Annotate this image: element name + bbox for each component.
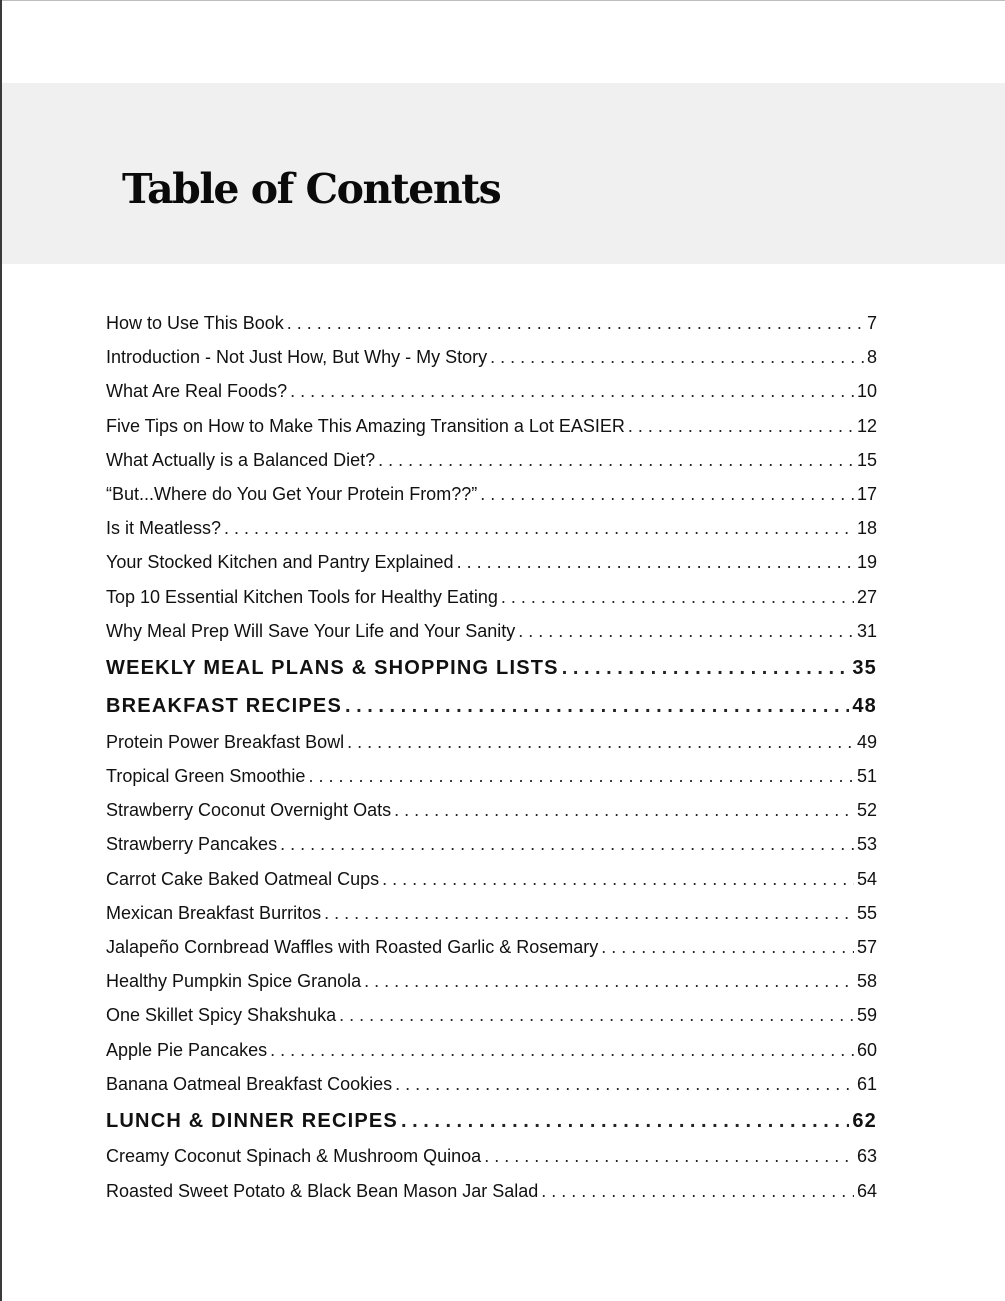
toc-dot-leader xyxy=(382,862,854,896)
toc-page-number: 51 xyxy=(856,766,877,787)
toc-section-heading[interactable] xyxy=(106,1101,877,1140)
toc-dot-leader xyxy=(287,306,864,340)
toc-entry[interactable] xyxy=(106,306,877,340)
toc-entry-title: BREAKFAST RECIPES xyxy=(106,695,342,718)
toc-page-number: 35 xyxy=(852,656,877,679)
toc-page-number: 54 xyxy=(856,868,877,889)
toc-page-number: 53 xyxy=(856,834,877,855)
toc-dot-leader xyxy=(364,964,854,998)
toc-dot-leader xyxy=(224,511,854,545)
toc-entry-title: Creamy Coconut Spinach & Mushroom Quinoa xyxy=(106,1146,482,1167)
toc-dot-leader xyxy=(628,409,854,443)
toc-entry-title: Introduction - Not Just How, But Why - My Story xyxy=(106,347,488,368)
toc-page-number: 49 xyxy=(856,731,877,752)
toc-page-number: 55 xyxy=(856,902,877,923)
toc-dot-leader xyxy=(270,1033,854,1067)
toc-entry-title: WEEKLY MEAL PLANS & SHOPPING LISTS xyxy=(106,656,559,679)
toc-page-number: 7 xyxy=(866,313,877,333)
toc-entry-title: Is it Meatless? xyxy=(106,518,222,539)
toc-page-number: 8 xyxy=(866,347,877,368)
toc-dot-leader xyxy=(541,1174,854,1208)
toc-entry-title: Strawberry Pancakes xyxy=(106,834,278,855)
toc-entry[interactable] xyxy=(106,725,877,759)
toc-entry-title: How to Use This Book xyxy=(106,313,284,333)
toc-page-number: 27 xyxy=(856,586,877,607)
toc-entry[interactable] xyxy=(106,443,877,477)
toc-page-number: 18 xyxy=(856,518,877,539)
toc-dot-leader xyxy=(518,614,854,648)
toc-section-heading[interactable] xyxy=(106,648,877,687)
toc-dot-leader xyxy=(490,340,864,374)
toc-entry[interactable] xyxy=(106,374,877,408)
toc-dot-leader xyxy=(562,648,850,687)
toc-dot-leader xyxy=(308,759,854,793)
toc-entry[interactable] xyxy=(106,511,877,545)
toc-entry[interactable] xyxy=(106,1033,877,1067)
page-title: Table of Contents xyxy=(122,165,501,213)
toc-page-number: 64 xyxy=(856,1180,877,1201)
toc-entry-title: Strawberry Coconut Overnight Oats xyxy=(106,800,392,821)
toc-page-number: 10 xyxy=(856,381,877,402)
toc-entry-title: Jalapeño Cornbread Waffles with Roasted Garlic & Rosemary xyxy=(106,937,599,957)
toc-page-number: 58 xyxy=(856,971,877,992)
toc-entry[interactable] xyxy=(106,1174,877,1208)
toc-entry[interactable] xyxy=(106,545,877,579)
toc-entry[interactable] xyxy=(106,340,877,374)
toc-dot-leader xyxy=(394,793,854,827)
toc-entry[interactable] xyxy=(106,964,877,998)
toc-entry[interactable] xyxy=(106,998,877,1032)
toc-dot-leader xyxy=(601,930,854,964)
toc-page-number: 62 xyxy=(852,1109,877,1132)
toc-dot-leader xyxy=(347,725,854,759)
toc-dot-leader xyxy=(484,1139,854,1173)
toc-page-number: 31 xyxy=(856,620,877,641)
toc-entry[interactable] xyxy=(106,862,877,896)
toc-dot-leader xyxy=(290,374,854,408)
toc-entry-title: Apple Pie Pancakes xyxy=(106,1039,268,1060)
toc-entry-title: Five Tips on How to Make This Amazing Transition a Lot EASIER xyxy=(106,415,625,436)
toc-entry[interactable] xyxy=(106,793,877,827)
toc-dot-leader xyxy=(401,1101,849,1140)
toc-section-heading[interactable] xyxy=(106,686,877,725)
table-of-contents xyxy=(106,306,877,1208)
toc-entry[interactable] xyxy=(106,580,877,614)
toc-dot-leader xyxy=(280,827,854,861)
toc-entry-title: Banana Oatmeal Breakfast Cookies xyxy=(106,1073,393,1094)
toc-entry-title: Top 10 Essential Kitchen Tools for Healthy Eating xyxy=(106,586,498,607)
toc-page-number: 19 xyxy=(856,552,877,573)
toc-dot-leader xyxy=(395,1067,854,1101)
toc-entry-title: “But...Where do You Get Your Protein From??” xyxy=(106,483,478,504)
toc-dot-leader xyxy=(480,477,854,511)
toc-dot-leader xyxy=(501,580,854,614)
toc-entry[interactable] xyxy=(106,614,877,648)
toc-entry[interactable] xyxy=(106,827,877,861)
toc-dot-leader xyxy=(339,998,854,1032)
toc-entry[interactable] xyxy=(106,1139,877,1173)
toc-entry[interactable] xyxy=(106,896,877,930)
toc-dot-leader xyxy=(457,545,854,579)
toc-entry-title: What Are Real Foods? xyxy=(106,381,288,402)
page-edge-top xyxy=(0,0,1005,1)
toc-entry-title: Carrot Cake Baked Oatmeal Cups xyxy=(106,868,380,889)
toc-page-number: 61 xyxy=(856,1073,877,1094)
toc-page-number: 15 xyxy=(856,449,877,470)
toc-page-number: 52 xyxy=(856,800,877,821)
toc-page-number: 17 xyxy=(856,483,877,504)
toc-dot-leader xyxy=(345,686,849,725)
toc-entry-title: One Skillet Spicy Shakshuka xyxy=(106,1005,337,1026)
toc-page-number: 12 xyxy=(856,415,877,436)
toc-entry-title: Protein Power Breakfast Bowl xyxy=(106,731,345,752)
toc-dot-leader xyxy=(324,896,854,930)
toc-page-number: 63 xyxy=(856,1146,877,1167)
toc-entry[interactable] xyxy=(106,409,877,443)
toc-page-number: 48 xyxy=(852,695,877,718)
toc-entry[interactable] xyxy=(106,759,877,793)
toc-dot-leader xyxy=(378,443,854,477)
toc-entry[interactable] xyxy=(106,1067,877,1101)
toc-entry-title: What Actually is a Balanced Diet? xyxy=(106,449,376,470)
toc-entry-title: Roasted Sweet Potato & Black Bean Mason Jar Salad xyxy=(106,1180,539,1201)
toc-entry-title: Mexican Breakfast Burritos xyxy=(106,902,322,923)
toc-entry[interactable] xyxy=(106,930,877,964)
toc-entry-title: Your Stocked Kitchen and Pantry Explained xyxy=(106,552,454,573)
toc-entry-title: Healthy Pumpkin Spice Granola xyxy=(106,971,362,992)
toc-page-number: 57 xyxy=(856,937,877,957)
toc-entry-title: Tropical Green Smoothie xyxy=(106,766,306,787)
toc-entry-title: LUNCH & DINNER RECIPES xyxy=(106,1109,398,1132)
toc-page-number: 60 xyxy=(856,1039,877,1060)
toc-entry[interactable] xyxy=(106,477,877,511)
toc-entry-title: Why Meal Prep Will Save Your Life and Your Sanity xyxy=(106,620,516,641)
toc-page-number: 59 xyxy=(856,1005,877,1026)
